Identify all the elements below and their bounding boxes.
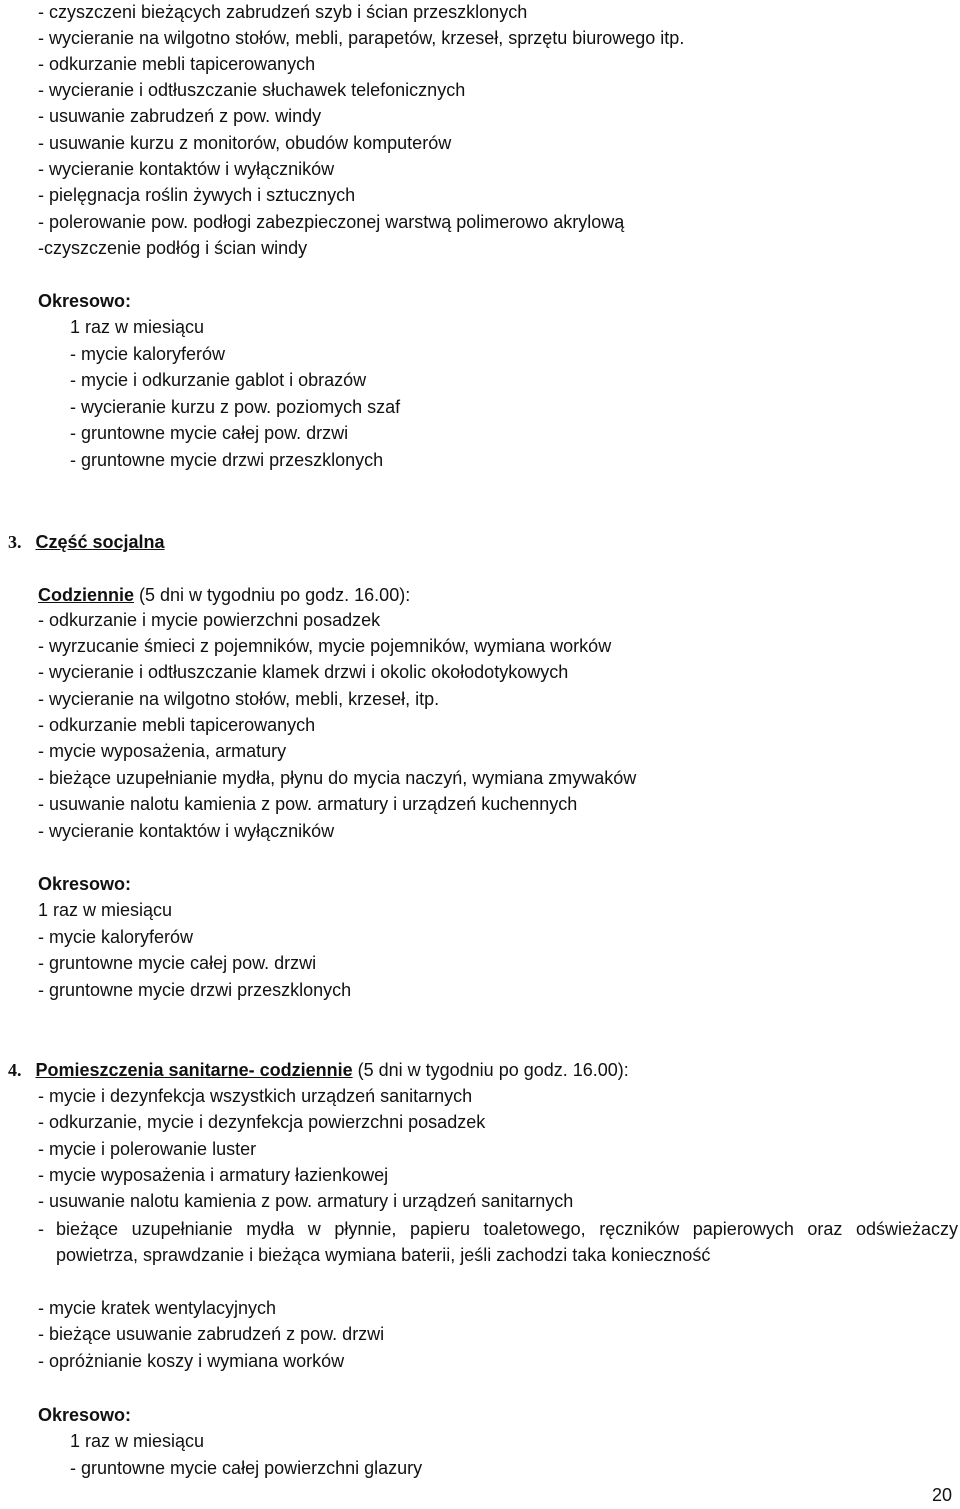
text-line: - mycie wyposażenia i armatury łazienkowej [38,1165,389,1185]
text-line: - gruntowne mycie całej powierzchni glazury [70,1458,423,1478]
text-line: - wycieranie na wilgotno stołów, mebli, parapetów, krzeseł, sprzętu biurowego itp. [38,28,685,48]
periodic-heading: Okresowo: [38,874,132,894]
section-heading [8,530,960,554]
section-title: Pomieszczenia sanitarne- codziennie [35,1060,353,1080]
text-line: - wycieranie i odtłuszczanie słuchawek telefonicznych [38,80,466,100]
text-line: - wycieranie i odtłuszczanie klamek drzwi i okolic okołodotykowych [38,662,569,682]
text-line: - usuwanie kurzu z monitorów, obudów komputerów [38,133,452,153]
text-line: - bieżące uzupełnianie mydła, płynu do mycia naczyń, wymiana zmywaków [38,768,637,788]
text-line: - mycie kratek wentylacyjnych [38,1298,277,1318]
text-line: - odkurzanie mebli tapicerowanych [38,54,316,74]
long-list-item [38,1216,958,1268]
text-line: - usuwanie nalotu kamienia z pow. armatury i urządzeń kuchennych [38,794,578,814]
text-line: - mycie kaloryferów [38,927,194,947]
daily-label: Codziennie [38,585,135,605]
text-line: - wyrzucanie śmieci z pojemników, mycie pojemników, wymiana worków [38,636,612,656]
text-line: - gruntowne mycie całej pow. drzwi [38,953,317,973]
text-line: - odkurzanie i mycie powierzchni posadzek [38,610,381,630]
text-line: - odkurzanie mebli tapicerowanych [38,715,316,735]
list-dash: - [38,1219,44,1239]
text-line: - czyszczeni bieżących zabrudzeń szyb i ścian przeszklonych [38,2,528,22]
periodic-heading: Okresowo: [38,291,132,311]
periodic-heading: Okresowo: [38,1405,132,1425]
text-line: - usuwanie zabrudzeń z pow. windy [38,106,322,126]
text-line: - gruntowne mycie drzwi przeszklonych [38,980,352,1000]
section-number: 4. [8,1060,22,1080]
text-line: - wycieranie na wilgotno stołów, mebli, krzeseł, itp. [38,689,440,709]
long-item-text: bieżące uzupełnianie mydła w płynnie, papieru toaletowego, ręczników papierowych oraz odświeżaczy powietrza, sprawdzanie i bieżąca wymiana baterii, jeśli zachodzi taka konieczność [56,1219,958,1265]
text-line: 1 raz w miesiącu [70,317,205,337]
daily-suffix: (5 dni w tygodniu po godz. 16.00): [134,585,411,605]
section-heading [8,1058,960,1082]
text-line: - odkurzanie, mycie i dezynfekcja powierzchni posadzek [38,1112,486,1132]
text-line: - mycie wyposażenia, armatury [38,741,287,761]
text-line: 1 raz w miesiącu [70,1431,205,1451]
text-line: - opróżnianie koszy i wymiana worków [38,1351,345,1371]
text-line: 1 raz w miesiącu [38,900,173,920]
text-line: - bieżące usuwanie zabrudzeń z pow. drzwi [38,1324,385,1344]
text-line: - mycie i dezynfekcja wszystkich urządzeń sanitarnych [38,1086,473,1106]
text-line: - mycie i polerowanie luster [38,1139,257,1159]
text-line: - mycie kaloryferów [70,344,226,364]
text-line: - wycieranie kontaktów i wyłączników [38,821,335,841]
text-line: - mycie i odkurzanie gablot i obrazów [70,370,367,390]
text-line: - pielęgnacja roślin żywych i sztucznych [38,185,356,205]
text-line: - gruntowne mycie drzwi przeszklonych [70,450,384,470]
text-line: - gruntowne mycie całej pow. drzwi [70,423,349,443]
text-line: - usuwanie nalotu kamienia z pow. armatury i urządzeń sanitarnych [38,1191,574,1211]
text-line: -czyszczenie podłóg i ścian windy [38,238,308,258]
page-number: 20 [931,1485,952,1505]
schedule-line [38,583,960,607]
text-line: - wycieranie kontaktów i wyłączników [38,159,335,179]
text-line: - polerowanie pow. podłogi zabezpieczonej warstwą polimerowo akrylową [38,212,625,232]
text-line: - wycieranie kurzu z pow. poziomych szaf [70,397,401,417]
section-number: 3. [8,532,22,552]
section-title-suffix: (5 dni w tygodniu po godz. 16.00): [352,1060,629,1080]
section-title: Część socjalna [35,532,165,552]
